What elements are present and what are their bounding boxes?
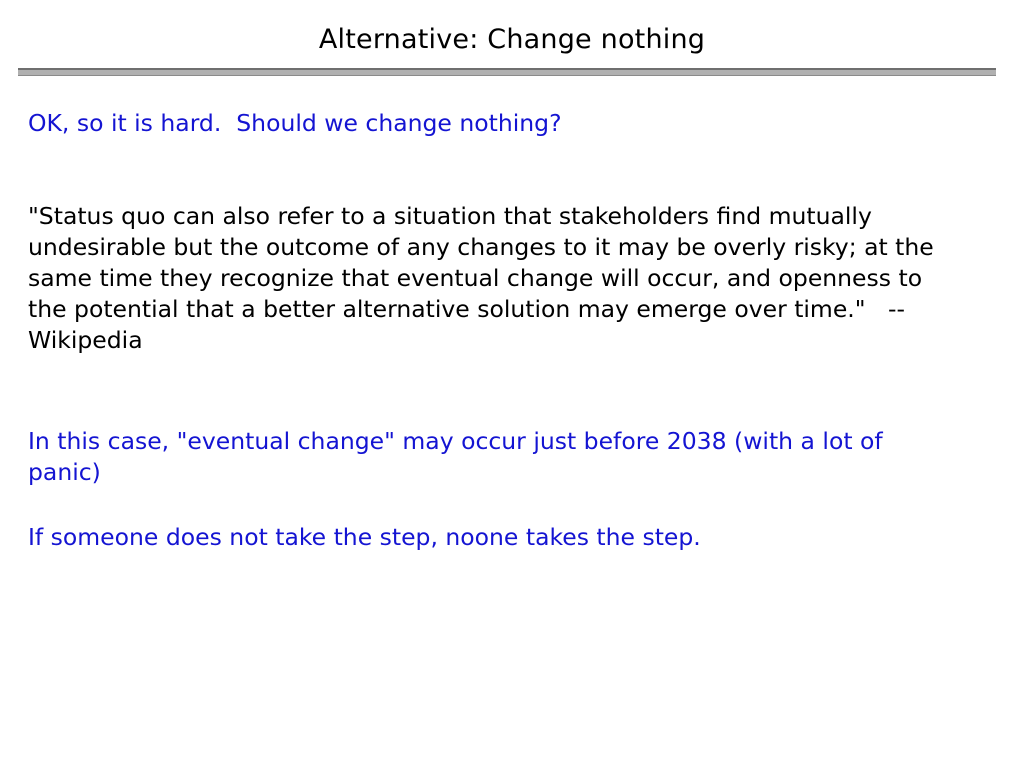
- slide-body: [28, 108, 978, 553]
- spacer-1: [28, 139, 978, 201]
- paragraph-wikipedia-quote: "Status quo can also refer to a situation that stakeholders find mutually undesirable but the outcome of any changes to it may be overly risky; at the same time they recognize that eventual change will occur, and openness to the potential that a better alternative solution may emerge over time." -- Wikipedia: [28, 202, 942, 354]
- spacer-3: [28, 488, 978, 522]
- paragraph-eventual-change: In this case, "eventual change" may occur just before 2038 (with a lot of panic): [28, 427, 891, 486]
- spacer-2: [28, 356, 978, 426]
- paragraph-someone-step: If someone does not take the step, noone takes the step.: [28, 523, 701, 551]
- title-divider: [18, 68, 996, 76]
- paragraph-question: OK, so it is hard. Should we change nothing?: [28, 109, 562, 137]
- page-title: Alternative: Change nothing: [318, 24, 706, 55]
